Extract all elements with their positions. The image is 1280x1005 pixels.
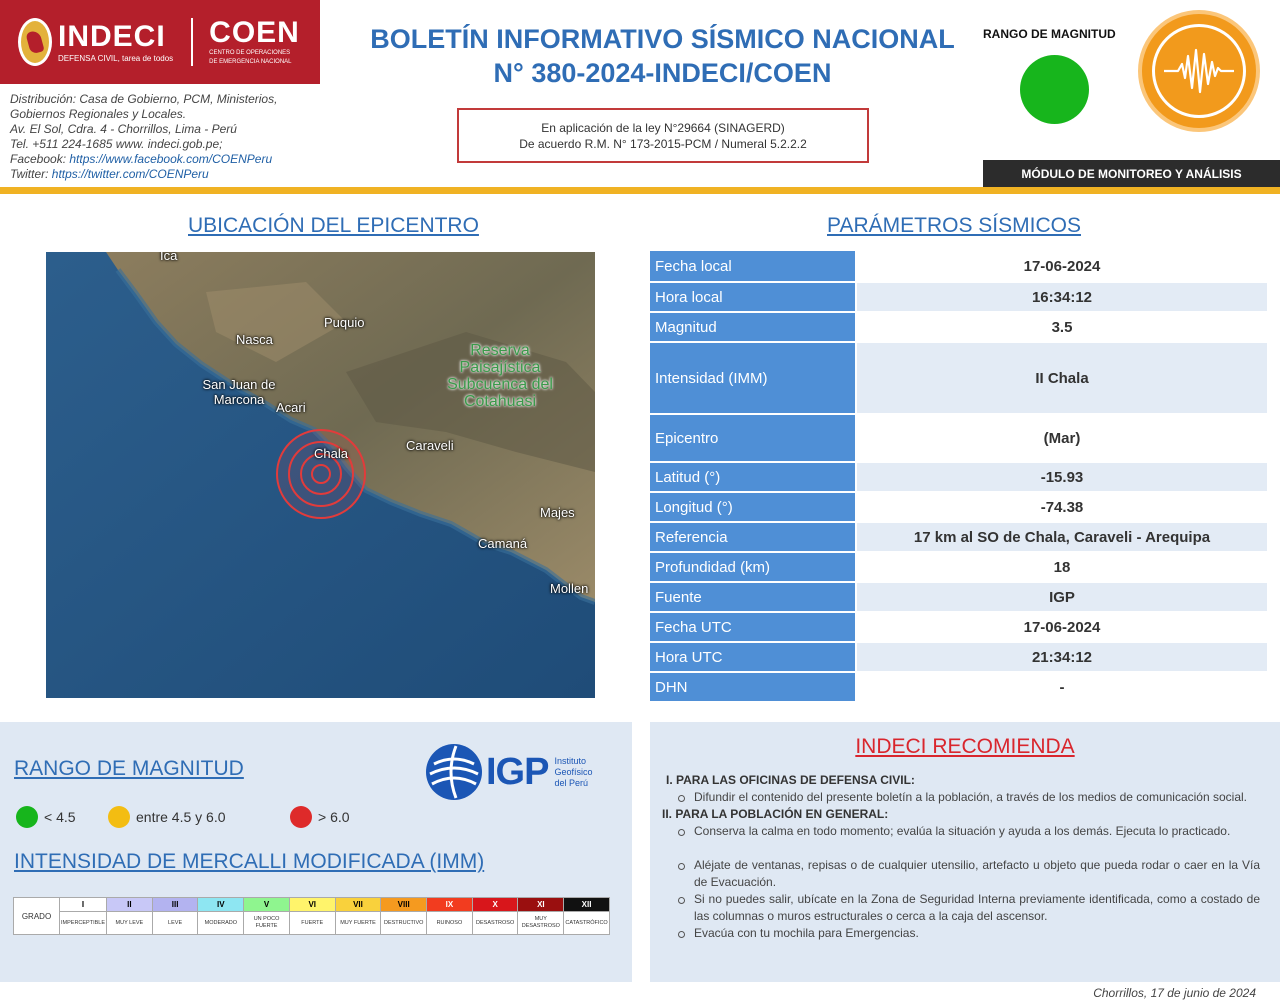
igp-logo	[426, 744, 593, 800]
parameter-label: Profundidad (km)	[650, 553, 855, 581]
parameter-label: Hora local	[650, 283, 855, 311]
dist-line: Gobiernos Regionales y Locales.	[10, 107, 187, 121]
map-label-ica: Ica	[160, 252, 178, 263]
header-divider	[0, 187, 1280, 194]
parameter-value: 21:34:12	[857, 643, 1267, 671]
parameter-value: -74.38	[1040, 498, 1084, 516]
recommendations-body	[662, 772, 1260, 942]
dist-line: Av. El Sol, Cdra. 4 - Chorrillos, Lima - Perú	[10, 122, 237, 136]
map-label-mollen: Mollen	[550, 581, 589, 596]
mercalli-level	[290, 898, 336, 934]
igp-sub-line: del Perú	[554, 777, 588, 788]
legend-label: entre 4.5 y 6.0	[136, 809, 226, 825]
igp-sub-line: Geofísico	[554, 766, 593, 777]
legend-label: > 6.0	[318, 809, 350, 825]
coen-wordmark	[209, 18, 300, 66]
map-label-puquio: Puquio	[324, 315, 365, 330]
parameter-row	[650, 251, 1267, 281]
map-label-nasca: Nasca	[236, 332, 273, 347]
mercalli-scale-table	[13, 897, 610, 935]
mercalli-level-desc: LEVE	[168, 919, 183, 926]
mercalli-level-desc: RUINOSO	[436, 919, 463, 926]
peru-emblem-icon	[18, 18, 52, 66]
parameter-label: DHN	[650, 673, 855, 701]
facebook-label: Facebook:	[10, 152, 70, 166]
recommendations-title: INDECI RECOMIENDA	[855, 735, 1075, 758]
mercalli-level	[564, 898, 609, 934]
parameter-row	[650, 493, 1267, 521]
parameter-label: Longitud (°)	[650, 493, 855, 521]
parameter-value: 17 km al SO de Chala, Caraveli - Arequipa	[857, 523, 1267, 551]
igp-subtitle	[554, 756, 592, 789]
magnitude-indicator-dot	[1020, 55, 1089, 124]
recommendation-item: Difundir el contenido del presente boletín a la población, a través de los medios de comunicación social.	[662, 789, 1260, 806]
parameter-label: Magnitud	[650, 313, 855, 341]
mercalli-level-number: XI	[518, 898, 563, 912]
mercalli-level-number: X	[473, 898, 518, 912]
mercalli-level-desc: MODERADO	[204, 919, 237, 926]
mercalli-level-desc: CATASTRÓFICO	[565, 919, 608, 926]
rec-section-1: I. PARA LAS OFICINAS DE DEFENSA CIVIL:	[666, 773, 915, 787]
monitoring-module-bar: MÓDULO DE MONITOREO Y ANÁLISIS	[983, 160, 1280, 188]
mercalli-level-number: IV	[198, 898, 243, 912]
mercalli-level-number: VII	[336, 898, 381, 912]
mercalli-level-desc: FUERTE	[301, 919, 324, 926]
dist-line: Tel. +511 224-1685 www. indeci.gob.pe;	[10, 137, 223, 151]
mercalli-level-desc: DESTRUCTIVO	[383, 919, 424, 926]
recommendation-item: Evacúa con tu mochila para Emergencias.	[662, 925, 1260, 942]
igp-sub-line: Instituto	[554, 755, 586, 766]
parameter-value: IGP	[857, 583, 1267, 611]
parameter-row	[650, 673, 1267, 701]
twitter-line	[10, 167, 277, 182]
parameter-value: -	[1059, 678, 1065, 696]
title-line-1: BOLETÍN INFORMATIVO SÍSMICO NACIONAL	[370, 24, 955, 54]
parameter-row	[650, 523, 1267, 551]
igp-word: IGP	[486, 750, 549, 793]
mercalli-grado-label: GRADO	[14, 898, 60, 934]
parameter-value: 17-06-2024	[1023, 257, 1101, 275]
parameter-label: Fecha UTC	[650, 613, 855, 641]
map-label-majes: Majes	[540, 505, 575, 520]
parameter-value: 17-06-2024	[1023, 618, 1101, 636]
map-label-camana: Camaná	[478, 536, 528, 551]
mercalli-level-number: III	[153, 898, 198, 912]
parameter-value: 3.5	[1051, 318, 1073, 336]
seismograph-logo-icon	[1138, 10, 1260, 132]
mercalli-level-number: XII	[564, 898, 609, 912]
twitter-link[interactable]: https://twitter.com/COENPeru	[51, 167, 209, 181]
coen-sub-1: CENTRO DE OPERACIONES	[209, 50, 291, 56]
mercalli-level-number: I	[60, 898, 106, 912]
red-dot-icon	[290, 806, 312, 828]
indeci-coen-logo	[0, 0, 320, 84]
legend-label: < 4.5	[44, 809, 76, 825]
mercalli-level-desc: DESASTROSO	[476, 919, 515, 926]
map-label-acari: Acari	[276, 400, 306, 415]
parameter-value: 18	[1053, 558, 1071, 576]
yellow-dot-icon	[108, 806, 130, 828]
parameter-value: -15.93	[857, 463, 1267, 491]
mercalli-level-desc: MUY FUERTE	[340, 919, 376, 926]
rec-section-2: II. PARA LA POBLACIÓN EN GENERAL:	[662, 807, 889, 821]
indeci-tagline: DEFENSA CIVIL, tarea de todos	[58, 53, 174, 63]
parameter-value: II Chala	[857, 343, 1267, 413]
parameter-row	[650, 283, 1267, 311]
parameter-row	[650, 583, 1267, 611]
parameter-label: Intensidad (IMM)	[650, 343, 855, 413]
legend-item-mid	[108, 806, 226, 828]
mercalli-level-number: II	[107, 898, 152, 912]
magnitude-range-label: RANGO DE MAGNITUD	[983, 27, 1116, 41]
parameter-label: Fuente	[650, 583, 855, 611]
parameter-label: Referencia	[650, 523, 855, 551]
law-line-1: En aplicación de la ley N°29664 (SINAGERD)	[541, 120, 785, 135]
coen-name: COEN	[209, 16, 300, 49]
mercalli-level-desc: IMPERCEPTIBLE	[61, 919, 106, 926]
igp-globe-icon	[426, 744, 482, 800]
legend-item-high	[290, 806, 350, 828]
twitter-label: Twitter:	[10, 167, 52, 181]
mercalli-level	[198, 898, 244, 934]
mercalli-level-number: V	[244, 898, 289, 912]
mercalli-level-desc: MUY DESASTROSO	[521, 916, 560, 929]
mercalli-level-number: VI	[290, 898, 335, 912]
parameters-table	[650, 251, 1267, 703]
parameter-row	[650, 553, 1267, 581]
epicenter-map	[46, 252, 595, 698]
parameter-value: 16:34:12	[857, 283, 1267, 311]
footer-date: Chorrillos, 17 de junio de 2024	[1093, 986, 1256, 1000]
coen-sub-2: DE EMERGENCIA NACIONAL	[209, 59, 292, 65]
mercalli-level	[107, 898, 153, 934]
logo-divider	[191, 18, 193, 66]
map-label-reserva: Reserva Paisajística Subcuenca del Cotahuasi	[447, 342, 553, 410]
parameter-value: (Mar)	[1043, 429, 1081, 447]
recommendation-item: Conserva la calma en todo momento; evalúa la situación y ayuda a los demás. Ejecuta lo practicado.	[662, 823, 1260, 840]
facebook-line	[10, 152, 277, 167]
mercalli-level	[473, 898, 519, 934]
mercalli-level	[336, 898, 382, 934]
mercalli-title: INTENSIDAD DE MERCALLI MODIFICADA (IMM)	[14, 850, 485, 873]
parameter-row	[650, 343, 1267, 413]
parameter-row	[650, 613, 1267, 641]
epicenter-title: UBICACIÓN DEL EPICENTRO	[188, 214, 479, 237]
mercalli-level-desc: MUY LEVE	[115, 919, 144, 926]
parameter-label: Epicentro	[650, 415, 855, 461]
parameter-row	[650, 463, 1267, 491]
mercalli-level-number: IX	[427, 898, 472, 912]
mercalli-level	[518, 898, 564, 934]
green-dot-icon	[16, 806, 38, 828]
mercalli-level	[60, 898, 107, 934]
facebook-link[interactable]: https://www.facebook.com/COENPeru	[69, 152, 273, 166]
legend-item-low	[16, 806, 76, 828]
law-line-2: De acuerdo R.M. N° 173-2015-PCM / Numeral 5.2.2.2	[519, 136, 807, 151]
mercalli-level-desc: UN POCO FUERTE	[253, 916, 280, 929]
title-line-2: N° 380-2024-INDECI/COEN	[493, 58, 832, 88]
bulletin-title	[340, 22, 985, 90]
parameter-label: Fecha local	[650, 251, 855, 281]
mercalli-level	[244, 898, 290, 934]
recommendation-item: Aléjate de ventanas, repisas o de cualquier utensilio, artefacto u objeto que pueda rodar o caer en la Vía de Evacuación.	[662, 857, 1260, 891]
map-label-san-juan: San Juan de Marcona	[202, 377, 276, 407]
indeci-wordmark	[58, 19, 174, 63]
map-label-chala: Chala	[314, 446, 348, 461]
parameter-row	[650, 415, 1267, 461]
recommendation-item: Si no puedes salir, ubícate en la Zona de Seguridad Interna previamente identificada, como a costado de las columnas o muros estructurales o cerca a la caja del ascensor.	[662, 891, 1260, 925]
distribution-info	[10, 92, 277, 182]
dist-line: Distribución: Casa de Gobierno, PCM, Ministerios,	[10, 92, 278, 106]
parameter-row	[650, 643, 1267, 671]
mercalli-level	[153, 898, 199, 934]
mercalli-level	[427, 898, 473, 934]
map-label-caraveli: Caraveli	[406, 438, 454, 453]
law-reference-box	[457, 108, 869, 163]
mercalli-level	[381, 898, 427, 934]
indeci-name: INDECI	[58, 19, 166, 53]
parameter-label: Latitud (°)	[650, 463, 855, 491]
parameters-title: PARÁMETROS SÍSMICOS	[827, 214, 1081, 237]
parameter-label: Hora UTC	[650, 643, 855, 671]
mercalli-level-number: VIII	[381, 898, 426, 912]
magnitude-range-title: RANGO DE MAGNITUD	[14, 757, 244, 780]
parameter-row	[650, 313, 1267, 341]
